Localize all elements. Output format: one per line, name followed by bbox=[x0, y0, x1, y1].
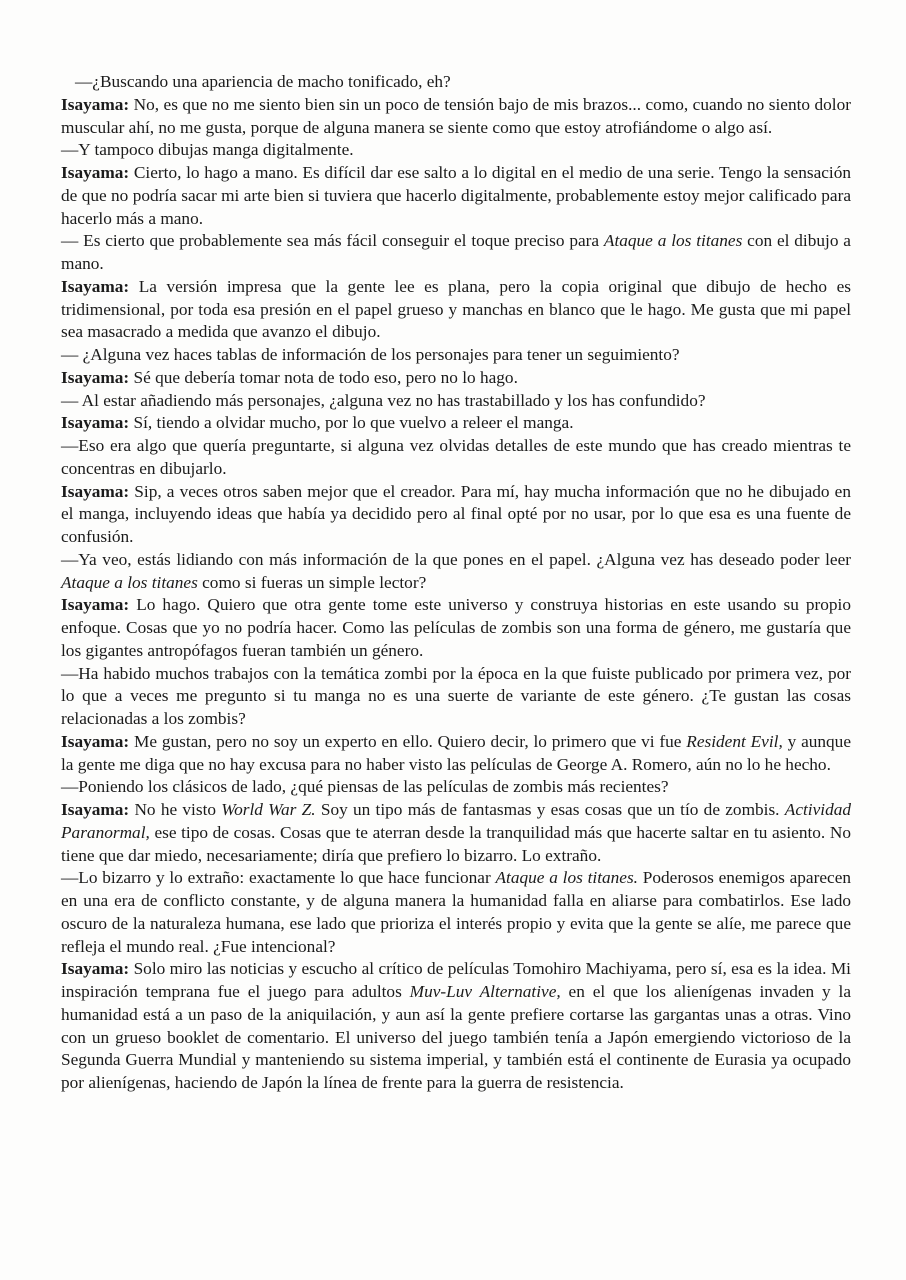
interviewer-question-paragraph bbox=[61, 390, 851, 413]
interviewer-question-paragraph bbox=[61, 867, 851, 958]
text-segment: —¿Buscando una apariencia de macho tonificado, eh? bbox=[75, 72, 451, 91]
text-segment: —Lo bizarro y lo extraño: exactamente lo que hace funcionar bbox=[61, 868, 496, 888]
interviewer-question-paragraph bbox=[61, 776, 851, 799]
isayama-answer-paragraph bbox=[61, 276, 851, 344]
text-segment: Sip, a veces otros saben mejor que el creador. Para mí, hay mucha información que no he dibujado en el manga, incluyendo ideas que había ya decidido pero al final opté por no usar, por lo que esa es una fuente de confusión. bbox=[61, 481, 851, 546]
text-segment: Sé que debería tomar nota de todo eso, pero no lo hago. bbox=[129, 367, 518, 387]
text-segment: Soy un tipo más de fantasmas y esas cosas que un tío de zombis. bbox=[315, 800, 785, 819]
text-segment: — Es cierto que probablemente sea más fácil conseguir el toque preciso para bbox=[61, 231, 604, 251]
work-title: Ataque a los titanes. bbox=[495, 868, 638, 888]
text-segment: —Ya veo, estás lidiando con más información de la que pones en el papel. ¿Alguna vez has deseado poder leer bbox=[61, 549, 851, 569]
text-segment: — ¿Alguna vez haces tablas de información de los personajes para tener un seguimiento? bbox=[61, 345, 680, 364]
page-text bbox=[61, 71, 851, 1095]
work-title: Resident Evil, bbox=[686, 731, 783, 751]
work-title: World War Z. bbox=[221, 800, 316, 819]
text-segment: —Y tampoco dibujas manga digitalmente. bbox=[61, 140, 354, 160]
text-segment: Solo miro las noticias y escucho al crítico de películas Tomohiro Machiyama, pero sí, esa es la idea. Mi inspiración temprana fue el juego para adultos bbox=[61, 959, 851, 1001]
text-segment: —Eso era algo que quería preguntarte, si alguna vez olvidas detalles de este mundo que has creado mientras te concentras en dibujarlo. bbox=[61, 436, 851, 478]
work-title: Muv-Luv Alternative, bbox=[409, 982, 561, 1001]
text-segment: Sí, tiendo a olvidar mucho, por lo que vuelvo a releer el manga. bbox=[129, 413, 574, 433]
isayama-answer-paragraph bbox=[61, 799, 851, 867]
text-segment: —Poniendo los clásicos de lado, ¿qué piensas de las películas de zombis más recientes? bbox=[61, 777, 669, 797]
speaker-label: Isayama: bbox=[61, 367, 130, 387]
isayama-answer-paragraph bbox=[61, 594, 851, 662]
isayama-answer-paragraph bbox=[61, 958, 851, 1095]
isayama-answer-paragraph bbox=[61, 731, 851, 777]
interviewer-question-paragraph bbox=[61, 71, 851, 94]
speaker-label: Isayama: bbox=[61, 94, 130, 114]
speaker-label: Isayama: bbox=[61, 481, 130, 501]
text-segment: Lo hago. Quiero que otra gente tome este universo y construya historias en este usando su propio enfoque. Cosas que yo no podría hacer. Como las películas de zombis son una forma de género, me gustaría que los gigantes antropófagos fueran también un género. bbox=[61, 595, 851, 660]
work-title: Ataque a los titanes bbox=[61, 572, 198, 592]
speaker-label: Isayama: bbox=[61, 959, 130, 979]
text-segment: como si fueras un simple lector? bbox=[197, 572, 427, 592]
text-segment: —Ha habido muchos trabajos con la temática zombi por la época en la que fuiste publicado por primera vez, por lo que a veces me pregunto si tu manga no es una suerte de variante de este género. ¿Te gustan las cosas relacionadas a los zombis? bbox=[61, 663, 851, 728]
speaker-label: Isayama: bbox=[61, 800, 130, 819]
work-title: Actividad Paranormal, bbox=[61, 800, 852, 842]
text-segment: La versión impresa que la gente lee es plana, pero la copia original que dibujo de hecho es tridimensional, por toda esa presión en el papel grueso y manchas en blanco que le hago. Me gusta que mi papel sea masacrado a medida que avanzo el dibujo. bbox=[61, 276, 851, 342]
text-segment: Cierto, lo hago a mano. Es difícil dar ese salto a lo digital en el medio de una serie. Tengo la sensación de que no podría sacar mi arte bien si tuviera que hacerlo digitalmente, probablemente estoy mejor calificado para hacerlo más a mano. bbox=[61, 163, 851, 228]
isayama-answer-paragraph bbox=[61, 367, 851, 390]
work-title: Ataque a los titanes bbox=[603, 231, 743, 251]
text-segment: Poderosos enemigos aparecen en una era de conflicto constante, y de alguna manera la humanidad falla en aliarse para combatirlos. Ese lado oscuro de la naturaleza humana, ese lado que prioriza el interés propio y evita que la gente se alíe, me parece que refleja el mundo real. ¿Fue intencional? bbox=[61, 868, 851, 956]
text-segment: con el dibujo a mano. bbox=[61, 231, 851, 273]
speaker-label: Isayama: bbox=[61, 731, 130, 751]
isayama-answer-paragraph bbox=[61, 162, 851, 230]
text-segment: en el que los alienígenas invaden y la humanidad está a un paso de la aniquilación, y aun así la gente prefiere cortarse las gargantas unas a otras. Vino con un grueso booklet de comentario. El universo del juego también tenía a Japón emergiendo victorioso de la Segunda Guerra Mundial y manteniendo su sistema imperial, y también está el continente de Eurasia ya ocupado por alienígenas, haciendo de Japón la línea de frente para la guerra de resistencia. bbox=[61, 982, 852, 1092]
interviewer-question-paragraph bbox=[61, 344, 851, 367]
interviewer-question-paragraph bbox=[61, 663, 851, 731]
speaker-label: Isayama: bbox=[61, 276, 130, 296]
text-segment: y aunque la gente me diga que no hay excusa para no haber visto las películas de George A. Romero, aún no lo he hecho. bbox=[61, 731, 851, 774]
interviewer-question-paragraph bbox=[61, 230, 851, 276]
speaker-label: Isayama: bbox=[61, 163, 130, 182]
interviewer-question-paragraph bbox=[61, 139, 851, 162]
text-segment: ese tipo de cosas. Cosas que te aterran desde la tranquilidad más que hacerte saltar en tu asiento. No tiene que dar miedo, necesariamente; diría que prefiero lo bizarro. Lo extraño. bbox=[61, 822, 851, 865]
text-segment: No, es que no me siento bien sin un poco de tensión bajo de mis brazos... como, cuando no siento dolor muscular ahí, no me gusta, porque de alguna manera se siente como que estoy atrofiándome o algo así. bbox=[61, 94, 851, 137]
speaker-label: Isayama: bbox=[61, 413, 130, 433]
text-segment: — Al estar añadiendo más personajes, ¿alguna vez no has trastabillado y los has confundido? bbox=[61, 390, 706, 410]
isayama-answer-paragraph bbox=[61, 481, 851, 549]
interviewer-question-paragraph bbox=[61, 549, 851, 595]
isayama-answer-paragraph bbox=[61, 412, 851, 435]
interviewer-question-paragraph bbox=[61, 435, 851, 481]
speaker-label: Isayama: bbox=[61, 595, 130, 615]
text-segment: Me gustan, pero no soy un experto en ello. Quiero decir, lo primero que vi fue bbox=[129, 731, 687, 751]
isayama-answer-paragraph bbox=[61, 94, 851, 140]
text-segment: No he visto bbox=[129, 800, 222, 819]
